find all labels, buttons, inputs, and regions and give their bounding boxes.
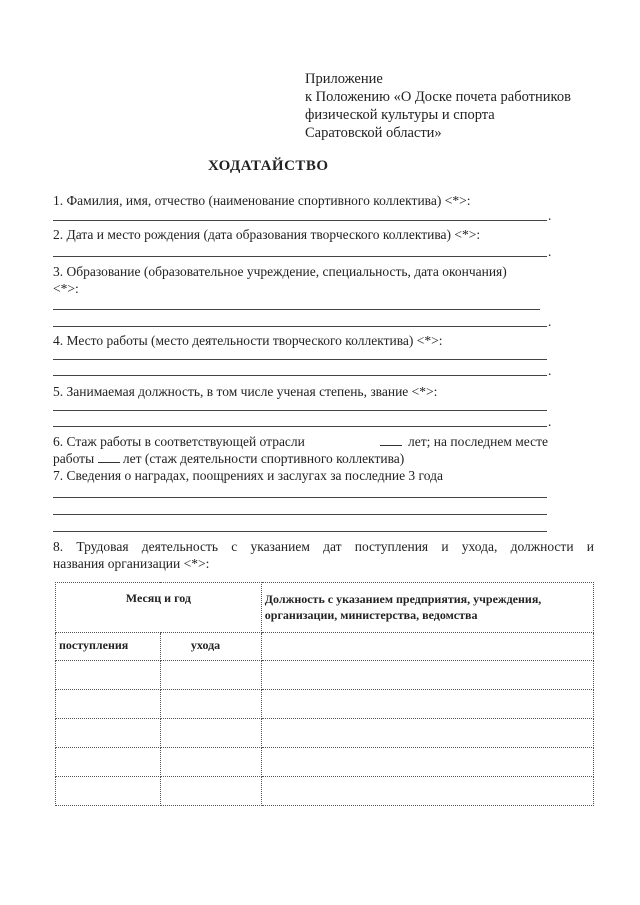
- annex-line-3: физической культуры и спорта: [305, 107, 495, 123]
- item-4-dot: .: [548, 363, 552, 378]
- item-7-line-2[interactable]: [53, 514, 547, 515]
- item-5-line-1[interactable]: [53, 410, 547, 411]
- document-title: ХОДАТАЙСТВО: [208, 158, 329, 174]
- table-cell[interactable]: [56, 777, 161, 806]
- table-cell[interactable]: [261, 719, 593, 748]
- item-2-dot: .: [548, 244, 552, 259]
- item-1-dot: .: [548, 208, 552, 223]
- item-4-label: 4. Место работы (место деятельности творческого коллектива) <*>:: [53, 333, 443, 348]
- table-row: [56, 777, 594, 806]
- item-7-line-1[interactable]: [53, 497, 547, 498]
- item-6-text-1: 6. Стаж работы в соответствующей отрасли: [53, 434, 305, 449]
- table-cell[interactable]: [56, 748, 161, 777]
- header-position: [261, 583, 593, 633]
- item-3-suffix: <*>:: [53, 281, 79, 296]
- header-month-year: Месяц и год: [56, 583, 262, 633]
- header-departure: ухода: [160, 633, 261, 661]
- table-cell[interactable]: [160, 661, 261, 690]
- item-3-line-2[interactable]: [53, 326, 547, 327]
- table-cell[interactable]: [160, 719, 261, 748]
- header-position-line-2: организации, министерства, ведомства: [264, 608, 478, 622]
- item-8-label: 8. Трудовая деятельность с указанием дат поступления и ухода, должности и: [53, 539, 594, 554]
- item-1-label: 1. Фамилия, имя, отчество (наименование спортивного коллектива) <*>:: [53, 193, 471, 208]
- table-row: [56, 748, 594, 777]
- table-cell[interactable]: [56, 690, 161, 719]
- item-3-line-1[interactable]: [53, 309, 540, 310]
- employment-table: [55, 582, 594, 806]
- item-8-suffix: названия организации <*>:: [53, 556, 210, 571]
- item-6-line-2: [53, 451, 404, 467]
- table-cell[interactable]: [261, 661, 593, 690]
- header-admission: поступления: [56, 633, 161, 661]
- table-cell[interactable]: [56, 719, 161, 748]
- item-6-text-2: лет; на последнем месте: [408, 434, 548, 449]
- table-row: [56, 719, 594, 748]
- table-row: [56, 690, 594, 719]
- table-cell[interactable]: [160, 748, 261, 777]
- annex-line-4: Саратовской области»: [305, 125, 442, 141]
- item-5-label: 5. Занимаемая должность, в том числе ученая степень, звание <*>:: [53, 384, 438, 399]
- item-2-line[interactable]: [53, 256, 547, 257]
- table-cell[interactable]: [56, 661, 161, 690]
- item-7-label: 7. Сведения о наградах, поощрениях и заслугах за последние 3 года: [53, 468, 443, 483]
- table-cell[interactable]: [160, 777, 261, 806]
- item-6-blank-1[interactable]: [380, 434, 402, 446]
- item-1-line[interactable]: [53, 220, 547, 221]
- item-7-line-3[interactable]: [53, 531, 547, 532]
- table-row: [56, 661, 594, 690]
- table-cell[interactable]: [261, 777, 593, 806]
- table-cell[interactable]: [160, 690, 261, 719]
- table-cell[interactable]: [261, 748, 593, 777]
- item-4-line-1[interactable]: [53, 359, 547, 360]
- annex-line-2: к Положению «О Доске почета работников: [305, 89, 571, 105]
- item-6-blank-2[interactable]: [98, 451, 120, 463]
- item-5-line-2[interactable]: [53, 426, 547, 427]
- table-cell[interactable]: [261, 690, 593, 719]
- item-3-label: 3. Образование (образовательное учреждение, специальность, дата окончания): [53, 264, 507, 279]
- item-2-label: 2. Дата и место рождения (дата образования творческого коллектива) <*>:: [53, 227, 481, 242]
- header-empty-cell: [261, 633, 593, 661]
- annex-line-1: Приложение: [305, 71, 383, 87]
- table-header-row: [56, 583, 594, 633]
- table-subheader-row: [56, 633, 594, 661]
- item-4-line-2[interactable]: [53, 375, 547, 376]
- item-6-line-1: [53, 434, 548, 450]
- item-5-dot: .: [548, 414, 552, 429]
- item-6-text-4: лет (стаж деятельности спортивного коллектива): [122, 451, 405, 466]
- item-3-dot: .: [548, 314, 552, 329]
- item-6-text-3: работы: [53, 451, 95, 466]
- header-position-line-1: Должность с указанием предприятия, учреждения,: [264, 592, 542, 606]
